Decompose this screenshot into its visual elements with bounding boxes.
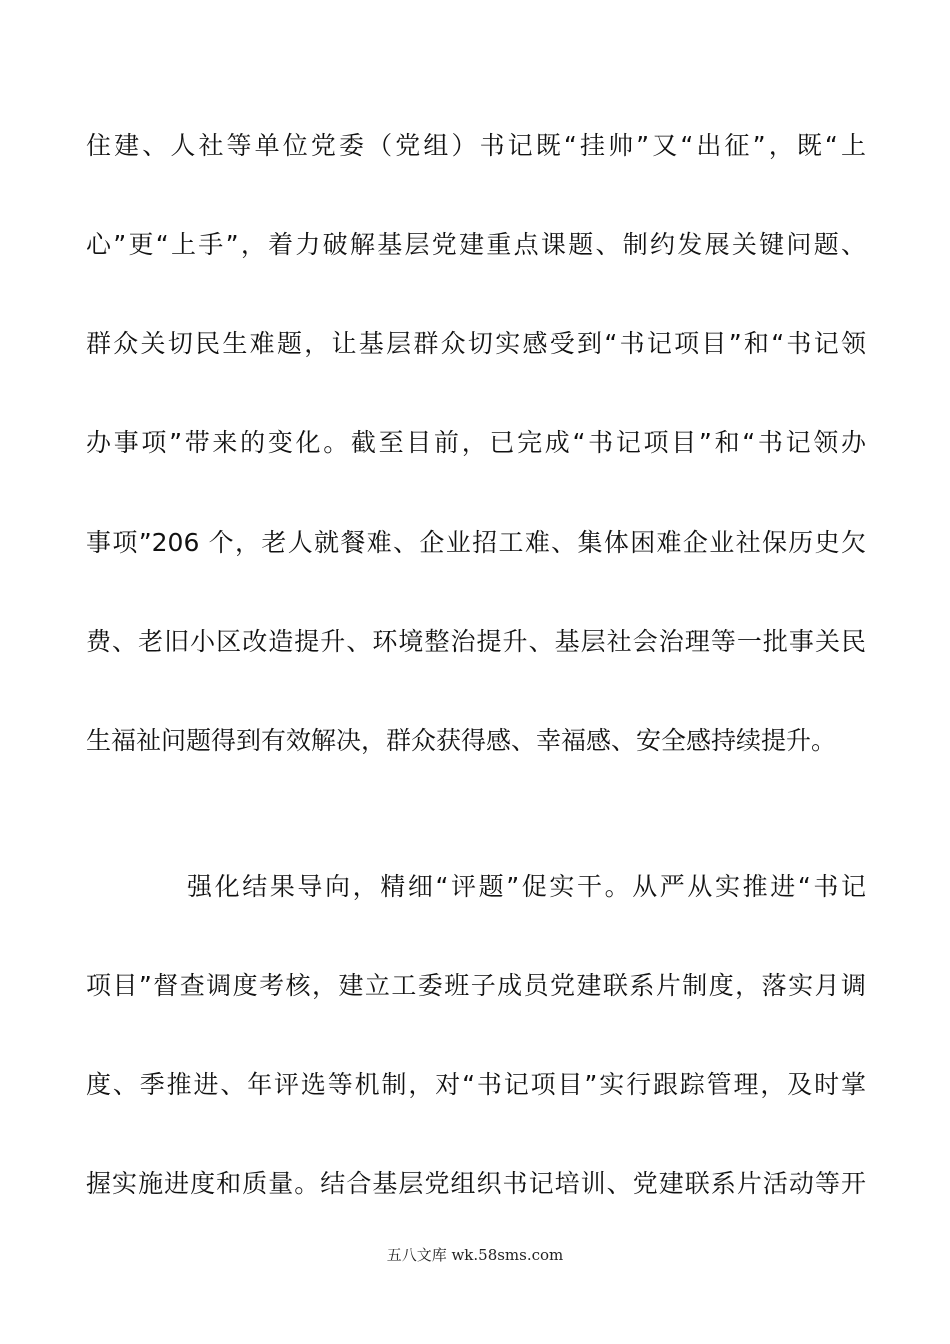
paragraph-2-line-2: 项目”督查调度考核，建立工委班子成员党建联系片制度，落实月调 xyxy=(86,971,866,1000)
footer-watermark: 五八文库 wk.58sms.com xyxy=(386,1246,564,1264)
paragraph-1-line-7: 生福祉问题得到有效解决，群众获得感、幸福感、安全感持续提升。 xyxy=(86,726,837,755)
paragraph-2-line-1: 强化结果导向，精细“评题”促实干。从严从实推进“书记 xyxy=(187,872,866,901)
paragraph-1-line-1: 住建、人社等单位党委（党组）书记既“挂帅”又“出征”，既“上 xyxy=(86,131,866,160)
paragraph-1-line-6: 费、老旧小区改造提升、环境整治提升、基层社会治理等一批事关民 xyxy=(86,627,866,656)
paragraph-1-line-5: 事项”206 个，老人就餐难、企业招工难、集体困难企业社保历史欠 xyxy=(86,528,866,557)
paragraph-1-line-4: 办事项”带来的变化。截至目前，已完成“书记项目”和“书记领办 xyxy=(86,428,866,457)
paragraph-2-line-4: 握实施进度和质量。结合基层党组织书记培训、党建联系片活动等开 xyxy=(86,1169,866,1198)
paragraph-2-line-3: 度、季推进、年评选等机制，对“书记项目”实行跟踪管理，及时掌 xyxy=(86,1070,866,1099)
paragraph-1-line-3: 群众关切民生难题，让基层群众切实感受到“书记项目”和“书记领 xyxy=(86,329,866,358)
paragraph-1-line-2: 心”更“上手”，着力破解基层党建重点课题、制约发展关键问题、 xyxy=(86,230,866,259)
